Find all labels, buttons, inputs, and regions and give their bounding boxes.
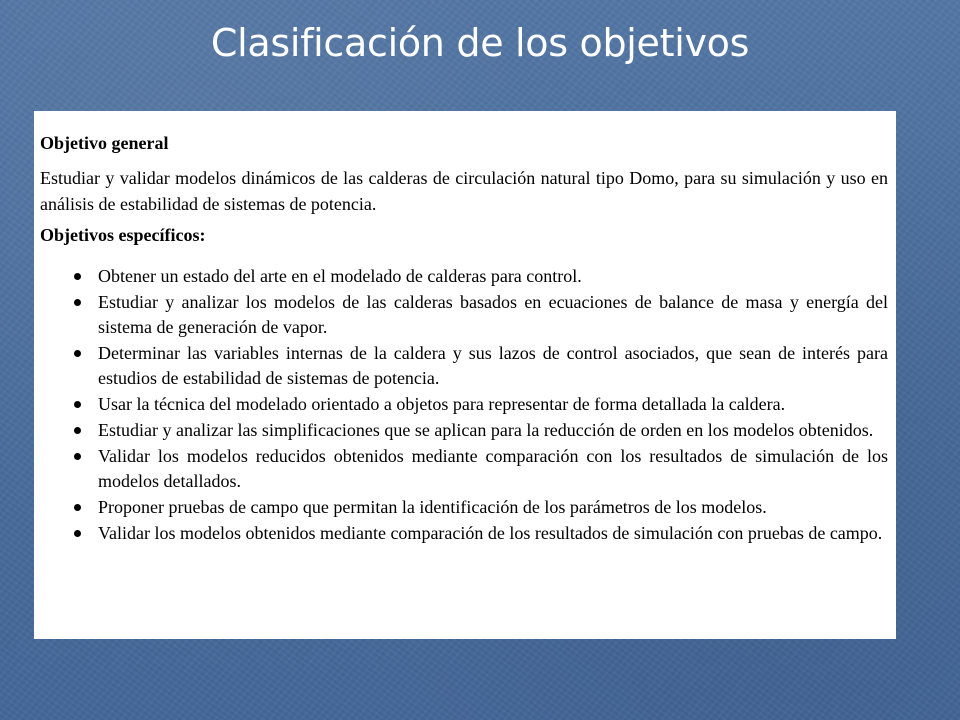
- bullet-icon: [74, 504, 81, 511]
- list-item-text: Proponer pruebas de campo que permitan la identificación de los parámetros de los modelos.: [98, 497, 767, 517]
- objectives-document: [34, 111, 896, 639]
- slide-title: Clasificación de los objetivos: [210, 21, 750, 65]
- list-item-text: Obtener un estado del arte en el modelado de calderas para control.: [98, 266, 582, 286]
- list-item-text: Estudiar y analizar los modelos de las calderas basados en ecuaciones de balance de masa y energía del sistema de generación de vapor.: [98, 292, 888, 337]
- list-item-text: Estudiar y analizar las simplificaciones que se aplican para la reducción de orden en los modelos obtenidos.: [98, 420, 874, 440]
- bullet-icon: [74, 350, 81, 357]
- specific-objectives-list: [40, 264, 888, 546]
- list-item: [40, 521, 888, 546]
- bullet-icon: [74, 401, 81, 408]
- list-item-text: Validar los modelos obtenidos mediante comparación de los resultados de simulación con pruebas de campo.: [98, 523, 883, 543]
- list-item-text: Usar la técnica del modelado orientado a objetos para representar de forma detallada la caldera.: [98, 394, 786, 414]
- general-objective-heading: Objetivo general: [40, 133, 169, 153]
- specific-objectives-heading: Objetivos específicos:: [40, 225, 206, 245]
- list-item: [40, 341, 888, 391]
- bullet-icon: [74, 453, 81, 460]
- list-item: [40, 495, 888, 520]
- list-item: [40, 290, 888, 340]
- list-item: [40, 392, 888, 417]
- bullet-icon: [74, 530, 81, 537]
- list-item-text: Validar los modelos reducidos obtenidos mediante comparación con los resultados de simulación de los modelos detallados.: [98, 446, 888, 491]
- bullet-icon: [74, 299, 81, 306]
- bullet-icon: [74, 427, 81, 434]
- list-item: [40, 418, 888, 443]
- list-item: [40, 264, 888, 289]
- bullet-icon: [74, 273, 81, 280]
- list-item-text: Determinar las variables internas de la caldera y sus lazos de control asociados, que sean de interés para estudios de estabilidad de sistemas de potencia.: [98, 343, 888, 388]
- list-item: [40, 444, 888, 494]
- general-objective-text: Estudiar y validar modelos dinámicos de las calderas de circulación natural tipo Domo, para su simulación y uso en análisis de estabilidad de sistemas de potencia.: [40, 168, 888, 214]
